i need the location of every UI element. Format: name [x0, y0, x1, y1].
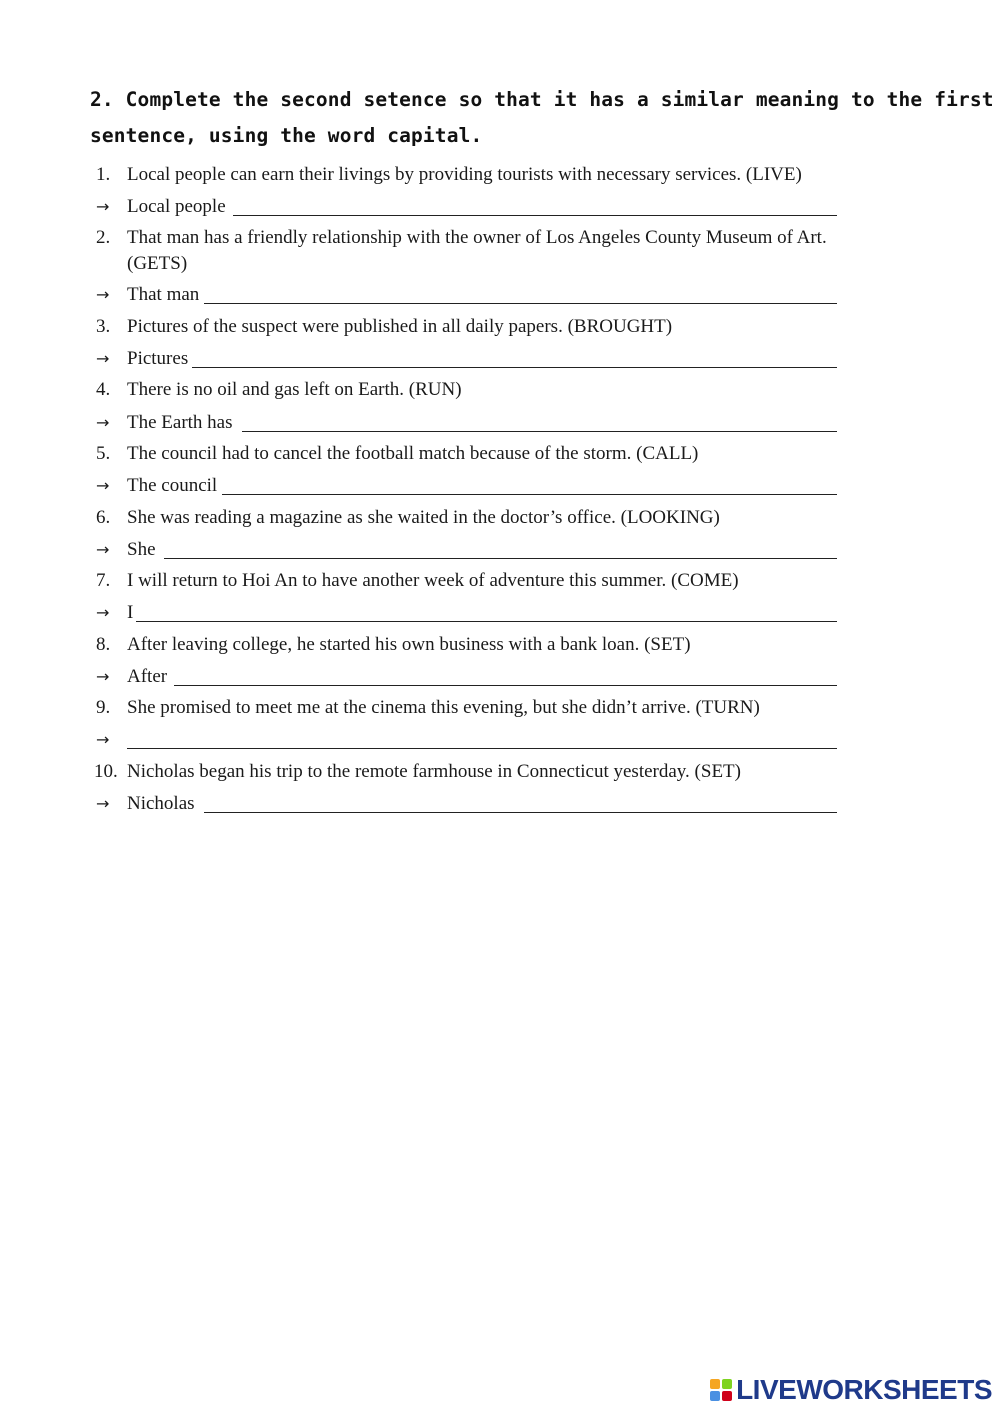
question-sentence: Nicholas began his trip to the remote farmhouse in Connecticut yesterday. (SET)	[127, 761, 741, 782]
answer-row	[96, 791, 841, 817]
answer-input-4[interactable]	[242, 431, 837, 432]
answer-prefix: Nicholas	[127, 793, 195, 814]
question-sentence: That man has a friendly relationship with the owner of Los Angeles County Museum of Art. (GETS)	[127, 227, 827, 274]
answer-input-10[interactable]	[204, 812, 837, 813]
answer-row	[96, 664, 841, 690]
answer-prefix: That man	[127, 284, 200, 305]
arrow-right-icon: →	[96, 476, 110, 495]
question-sentence: Pictures of the suspect were published in all daily papers. (BROUGHT)	[127, 316, 673, 337]
logo-text: LIVEWORKSHEETS	[736, 1374, 992, 1405]
answer-input-8[interactable]	[174, 685, 837, 686]
arrow-right-icon: →	[96, 413, 110, 432]
question-number: 7.	[96, 570, 111, 591]
question-number: 4.	[96, 379, 111, 400]
heading-line-2: sentence, using the word capital.	[90, 124, 483, 147]
logo-square	[722, 1379, 732, 1389]
logo-square	[710, 1391, 720, 1401]
answer-prefix: Pictures	[127, 348, 189, 369]
answer-input-1[interactable]	[233, 215, 837, 216]
question-number: 8.	[96, 634, 111, 655]
question-sentence: I will return to Hoi An to have another week of adventure this summer. (COME)	[127, 570, 739, 591]
logo-squares-icon	[710, 1379, 732, 1401]
answer-row	[96, 600, 841, 626]
question-number: 3.	[96, 316, 111, 337]
arrow-right-icon: →	[96, 794, 110, 813]
answer-row	[96, 473, 841, 499]
question-number: 5.	[96, 443, 111, 464]
arrow-right-icon: →	[96, 730, 110, 749]
question-sentence: There is no oil and gas left on Earth. (RUN)	[127, 379, 462, 400]
arrow-right-icon: →	[96, 197, 110, 216]
arrow-right-icon: →	[96, 540, 110, 559]
answer-input-6[interactable]	[164, 558, 837, 559]
arrow-right-icon: →	[96, 285, 110, 304]
liveworksheets-logo[interactable]	[710, 1375, 992, 1405]
exercise-heading	[90, 82, 994, 154]
answer-row	[96, 282, 841, 308]
question-sentence: The council had to cancel the football match because of the storm. (CALL)	[127, 443, 699, 464]
answer-prefix: She	[127, 539, 156, 560]
answer-row	[96, 727, 841, 753]
answer-input-5[interactable]	[222, 494, 837, 495]
answer-prefix: Local people	[127, 196, 226, 217]
answer-prefix: I	[127, 602, 134, 623]
answer-prefix: The council	[127, 475, 218, 496]
logo-square	[722, 1391, 732, 1401]
answer-prefix: The Earth has	[127, 412, 233, 433]
question-number: 9.	[96, 697, 111, 718]
question-number: 6.	[96, 507, 111, 528]
answer-row	[96, 194, 841, 220]
heading-line-1: 2. Complete the second setence so that it has a similar meaning to the first	[90, 88, 994, 111]
answer-input-9[interactable]	[127, 748, 837, 749]
arrow-right-icon: →	[96, 349, 110, 368]
logo-square	[710, 1379, 720, 1389]
answer-row	[96, 346, 841, 372]
question-number: 1.	[96, 164, 111, 185]
answer-input-2[interactable]	[204, 303, 837, 304]
answer-input-7[interactable]	[136, 621, 837, 622]
question-sentence: She was reading a magazine as she waited in the doctor’s office. (LOOKING)	[127, 507, 720, 528]
arrow-right-icon: →	[96, 667, 110, 686]
question-sentence: Local people can earn their livings by providing tourists with necessary services. (LIVE)	[127, 164, 802, 185]
question-number: 10.	[94, 761, 118, 782]
answer-prefix: After	[127, 666, 168, 687]
question-sentence: She promised to meet me at the cinema this evening, but she didn’t arrive. (TURN)	[127, 697, 760, 718]
answer-input-3[interactable]	[192, 367, 837, 368]
arrow-right-icon: →	[96, 603, 110, 622]
question-sentence: After leaving college, he started his own business with a bank loan. (SET)	[127, 634, 691, 655]
answer-row	[96, 537, 841, 563]
answer-row	[96, 410, 841, 436]
question-number: 2.	[96, 227, 111, 248]
